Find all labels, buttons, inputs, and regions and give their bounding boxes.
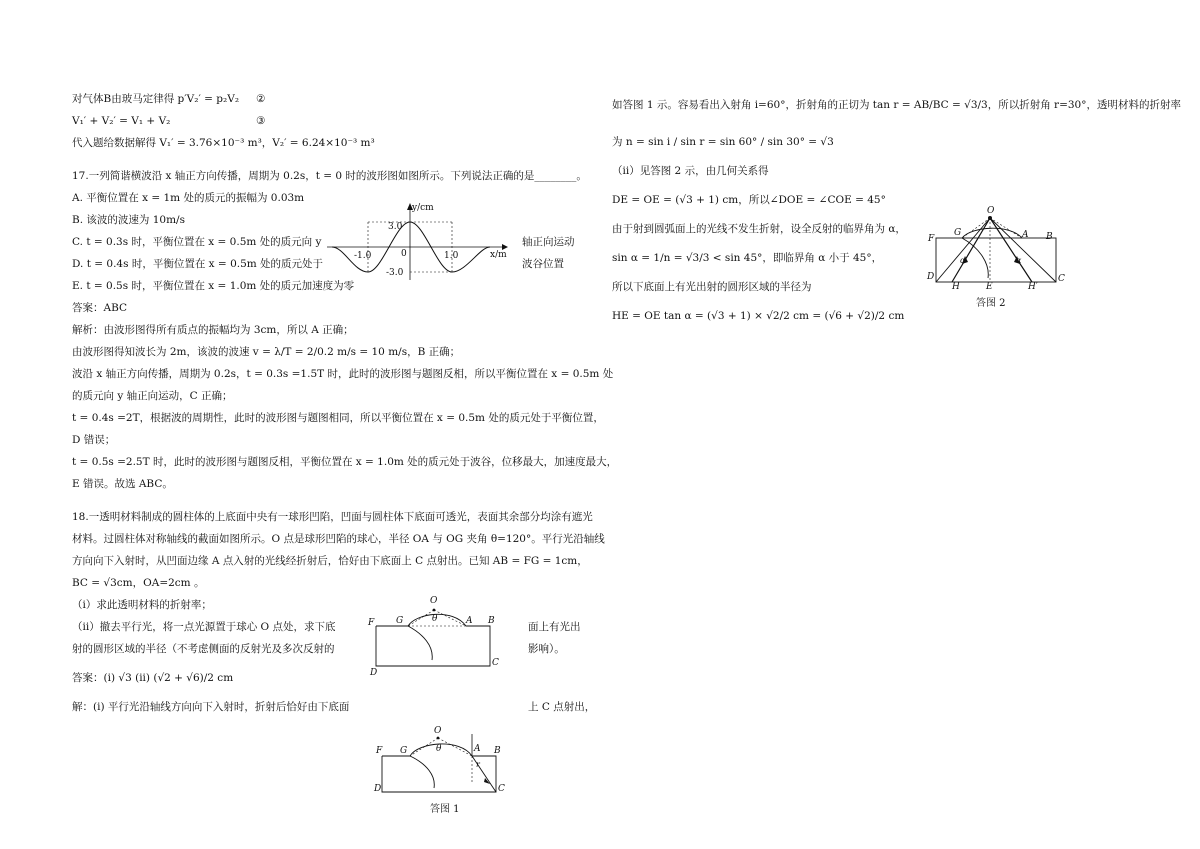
answer-18: 答案：(i) √3 (ii) (√2 + √6)/2 cm bbox=[72, 672, 234, 684]
question-18-stem: BC = √3cm，OA=2cm 。 bbox=[72, 577, 205, 589]
cylinder-figure: O F G θ A B C D bbox=[368, 596, 499, 678]
x-tick-pos: 1.0 bbox=[444, 251, 459, 261]
solution-line: 的质元向 y 轴正向运动，C 正确； bbox=[72, 390, 233, 402]
x-axis-label: x/m bbox=[490, 250, 507, 260]
solution-line: t = 0.4s =2T，根据波的周期性，此时的波形图与题图相同，所以平衡位置在 x = 0.5m 处的质元处于平衡位置， bbox=[72, 412, 604, 424]
y-tick-max: 3.0 bbox=[388, 222, 403, 232]
solution-line: 波沿 x 轴正方向传播，周期为 0.2s，t = 0.3s =1.5T 时，此时的波形图与题图反相，所以平衡位置在 x = 0.5m 处 bbox=[72, 368, 614, 380]
solution-line: 所以下底面上有光出射的圆形区域的半径为 bbox=[612, 281, 812, 293]
option-d: D. t = 0.4s 时，平衡位置在 x = 0.5m 处的质元处于 波谷位置 bbox=[72, 258, 564, 270]
option-e: E. t = 0.5s 时，平衡位置在 x = 1.0m 处的质元加速度为零 bbox=[72, 280, 355, 292]
question-18-part-ii: （ii）撤去平行光，将一点光源置于球心 O 点处，求下底 面上有光出 bbox=[72, 621, 581, 633]
solution-line: 为 n = sin i / sin r = sin 60° / sin 30° = √3 bbox=[612, 136, 834, 148]
answer-17: 答案：ABC bbox=[72, 302, 128, 314]
solution-line: t = 0.5s =2.5T 时，此时的波形图与题图反相，平衡位置在 x = 1.0m 处的质元处于波谷，位移最大，加速度最大， bbox=[72, 456, 618, 468]
question-18-part-ii: 射的圆形区域的半径（不考虑侧面的反射光及多次反射的 影响）。 bbox=[72, 643, 565, 655]
y-tick-min: -3.0 bbox=[386, 268, 404, 278]
solution-line: D 错误； bbox=[72, 434, 116, 446]
x-tick-zero: 0 bbox=[401, 249, 407, 259]
left-column bbox=[72, 92, 618, 715]
equation-line: 代入题给数据解得 V₁′ = 3.76×10⁻³ m³，V₂′ = 6.24×10⁻³ m³ bbox=[72, 137, 375, 149]
question-17-stem: 17.一列简谐横波沿 x 轴正方向传播，周期为 0.2s，t = 0 时的波形图如图所示。下列说法正确的是________。 bbox=[72, 170, 587, 182]
y-axis-label: y/cm bbox=[412, 203, 434, 213]
figure-caption: 答图 1 bbox=[430, 804, 460, 815]
option-c: C. t = 0.3s 时，平衡位置在 x = 0.5m 处的质元向 y 轴正向运动 bbox=[72, 236, 575, 248]
option-a: A. 平衡位置在 x = 1m 处的质元的振幅为 0.03m bbox=[72, 192, 305, 204]
solution-line: E 错误。故选 ABC。 bbox=[72, 478, 173, 490]
equation-line: V₁′ + V₂′ = V₁ + V₂ ③ bbox=[72, 115, 266, 127]
equation-line: 对气体B由玻马定律得 p′V₂′ = p₂V₂ ② bbox=[72, 93, 266, 105]
answer-figure-2: O F G A B C D H E H′ α α 答图 2 bbox=[927, 206, 1065, 309]
figure-caption: 答图 2 bbox=[976, 298, 1006, 309]
solution-line: 如答图 1 示。容易看出入射角 i=60°，折射角的正切为 tan r = AB/BC = √3/3，所以折射角 r=30°，透明材料的折射率 bbox=[612, 99, 1181, 111]
question-18-stem: 方向向下入射时，从凹面边缘 A 点入射的光线经折射后，恰好由下底面上 C 点射出。已知 AB = FG = 1cm， bbox=[72, 555, 588, 567]
question-18-stem: 材料。过圆柱体对称轴线的截面如图所示。O 点是球形凹陷的球心，半径 OA 与 OG 夹角 θ=120°。平行光沿轴线 bbox=[72, 533, 605, 545]
x-tick-neg: -1.0 bbox=[354, 251, 372, 261]
solution-line: HE = OE tan α = (√3 + 1) × √2/2 cm = (√6 + √2)/2 cm bbox=[612, 310, 905, 322]
solution-line: 由波形图得知波长为 2m，该波的波速 v = λ/T = 2/0.2 m/s = 10 m/s，B 正确； bbox=[72, 346, 461, 358]
wave-figure bbox=[322, 200, 512, 285]
option-b: B. 该波的波速为 10m/s bbox=[72, 214, 185, 226]
question-18-part-i: （i）求此透明材料的折射率； bbox=[72, 599, 212, 611]
solution-line: 解析：由波形图得所有质点的振幅均为 3cm，所以 A 正确； bbox=[72, 324, 354, 336]
solution-line: （ii）见答图 2 示，由几何关系得 bbox=[612, 165, 769, 177]
solution-line: sin α = 1/n = √3/3 < sin 45°，即临界角 α 小于 45°， bbox=[612, 252, 883, 264]
solution-line: DE = OE = (√3 + 1) cm，所以∠DOE = ∠COE = 45° bbox=[612, 194, 886, 206]
question-18-stem: 18.一透明材料制成的圆柱体的上底面中央有一球形凹陷，凹面与圆柱体下底面可透光，表面其余部分均涂有遮光 bbox=[72, 511, 593, 523]
answer-figure-1: O F G θ A B r C D 答图 1 bbox=[374, 726, 505, 815]
solution-line: 解：(i) 平行光沿轴线方向向下入射时，折射后恰好由下底面 上 C 点射出， bbox=[72, 701, 596, 713]
solution-line: 由于射到圆弧面上的光线不发生折射，设全反射的临界角为 α， bbox=[612, 223, 906, 235]
